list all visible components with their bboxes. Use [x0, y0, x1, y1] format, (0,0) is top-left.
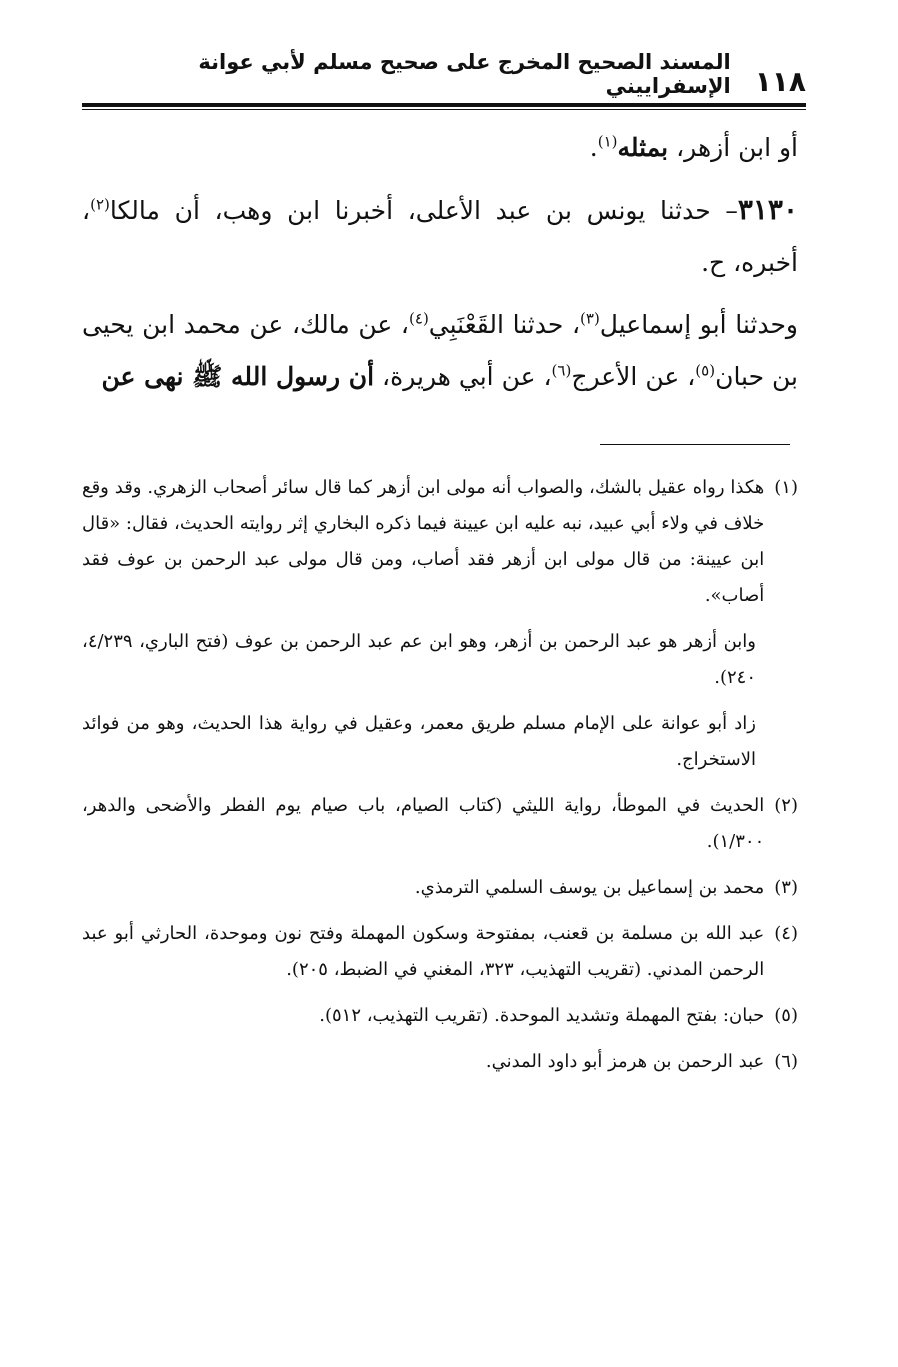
footnote-5 — [82, 998, 798, 1034]
footnote-1 — [82, 470, 798, 614]
footnote-ref: (٥) — [695, 361, 716, 380]
footnote-ref: (٣) — [580, 309, 600, 328]
hadith-number: ٣١٣٠ — [737, 193, 798, 226]
footnote-text: حبان: بفتح المهملة وتشديد الموحدة. (تقريب التهذيب، ٥١٢). — [319, 1005, 765, 1026]
footnote-ref: (٢) — [90, 195, 110, 214]
footnote-1-para-2: وابن أزهر هو عبد الرحمن بن أزهر، وهو ابن عم عبد الرحمن بن عوف (فتح الباري، ٤/٢٣٩، ٢٤٠). — [82, 631, 756, 688]
footnote-marker: (٤) — [774, 923, 798, 944]
running-title: المسند الصحيح المخرج على صحيح مسلم لأبي عوانة الإسفراييني — [198, 50, 731, 98]
footnote-marker: (٢) — [774, 795, 798, 816]
footnote-separator — [600, 444, 790, 445]
header-rule-thick — [82, 103, 806, 107]
footnotes — [82, 470, 798, 1090]
page-header — [82, 50, 806, 98]
bold-phrase: أن رسول الله ﷺ نهى عن — [101, 362, 375, 391]
footnote-marker: (٥) — [774, 1005, 798, 1026]
footnote-6 — [82, 1044, 798, 1080]
footnote-1-para-3: زاد أبو عوانة على الإمام مسلم طريق معمر، وعقيل في رواية هذا الحديث، وهو من فوائد الاستخراج. — [82, 713, 756, 770]
footnote-ref: (٦) — [551, 361, 572, 380]
footnote-marker: (١) — [774, 477, 798, 498]
header-rule-thin — [82, 109, 806, 110]
paragraph-continuation: أو ابن أزهر، بمثله$^{(١)}$. — [589, 132, 798, 162]
footnote-text: هكذا رواه عقيل بالشك، والصواب أنه مولى ابن أزهر كما قال سائر أصحاب الزهري. وقد وقع خلاف في ولاء أبي عبيد، نبه عليه ابن عيينة فيما ذكره البخاري إثر روايته الحديث، فقال: «قال ابن عيينة: من قال مولى ابن أزهر فقد أصاب، ومن قال مولى عبد الرحمن بن عوف فقد أصاب». — [82, 477, 765, 606]
footnote-3 — [82, 870, 798, 906]
isnad-paragraph: وحدثنا أبو إسماعيل$^{(٣)}$، حدثنا القَعْنَبِي$^{(٤)}$، عن مالك، عن محمد ابن يحيى بن حبان$^{(٥)}$، عن الأعرج$^{(٦)}$، عن أبي هريرة، أن رسول الله ﷺ نهى عن — [82, 309, 798, 391]
footnote-text: الحديث في الموطأ، رواية الليثي (كتاب الصيام، باب صيام يوم الفطر والأضحى والدهر، ١/٣٠٠). — [82, 795, 765, 852]
footnote-marker: (٣) — [774, 877, 798, 898]
footnote-2 — [82, 788, 798, 860]
main-text — [82, 122, 798, 413]
hadith-paragraph: ٣١٣٠– حدثنا يونس بن عبد الأعلى، أخبرنا ابن وهب، أن مالكا$^{(٢)}$، أخبره، ح. — [82, 193, 798, 277]
footnote-ref: (٤) — [409, 309, 429, 328]
footnote-text: عبد الرحمن بن هرمز أبو داود المدني. — [485, 1051, 765, 1072]
footnote-text: عبد الله بن مسلمة بن قعنب، بمفتوحة وسكون المهملة وفتح نون وموحدة، الحارثي أبو عبد الرحمن المدني. (تقريب التهذيب، ٣٢٣، المغني في الضبط، ٢٠٥). — [82, 923, 765, 980]
footnote-text: محمد بن إسماعيل بن يوسف السلمي الترمذي. — [414, 877, 765, 898]
footnote-4 — [82, 916, 798, 988]
footnote-ref: (١) — [597, 132, 618, 151]
page-number: ١١٨ — [754, 65, 806, 98]
footnote-marker: (٦) — [774, 1051, 798, 1072]
bold-phrase: بمثله — [617, 133, 669, 162]
